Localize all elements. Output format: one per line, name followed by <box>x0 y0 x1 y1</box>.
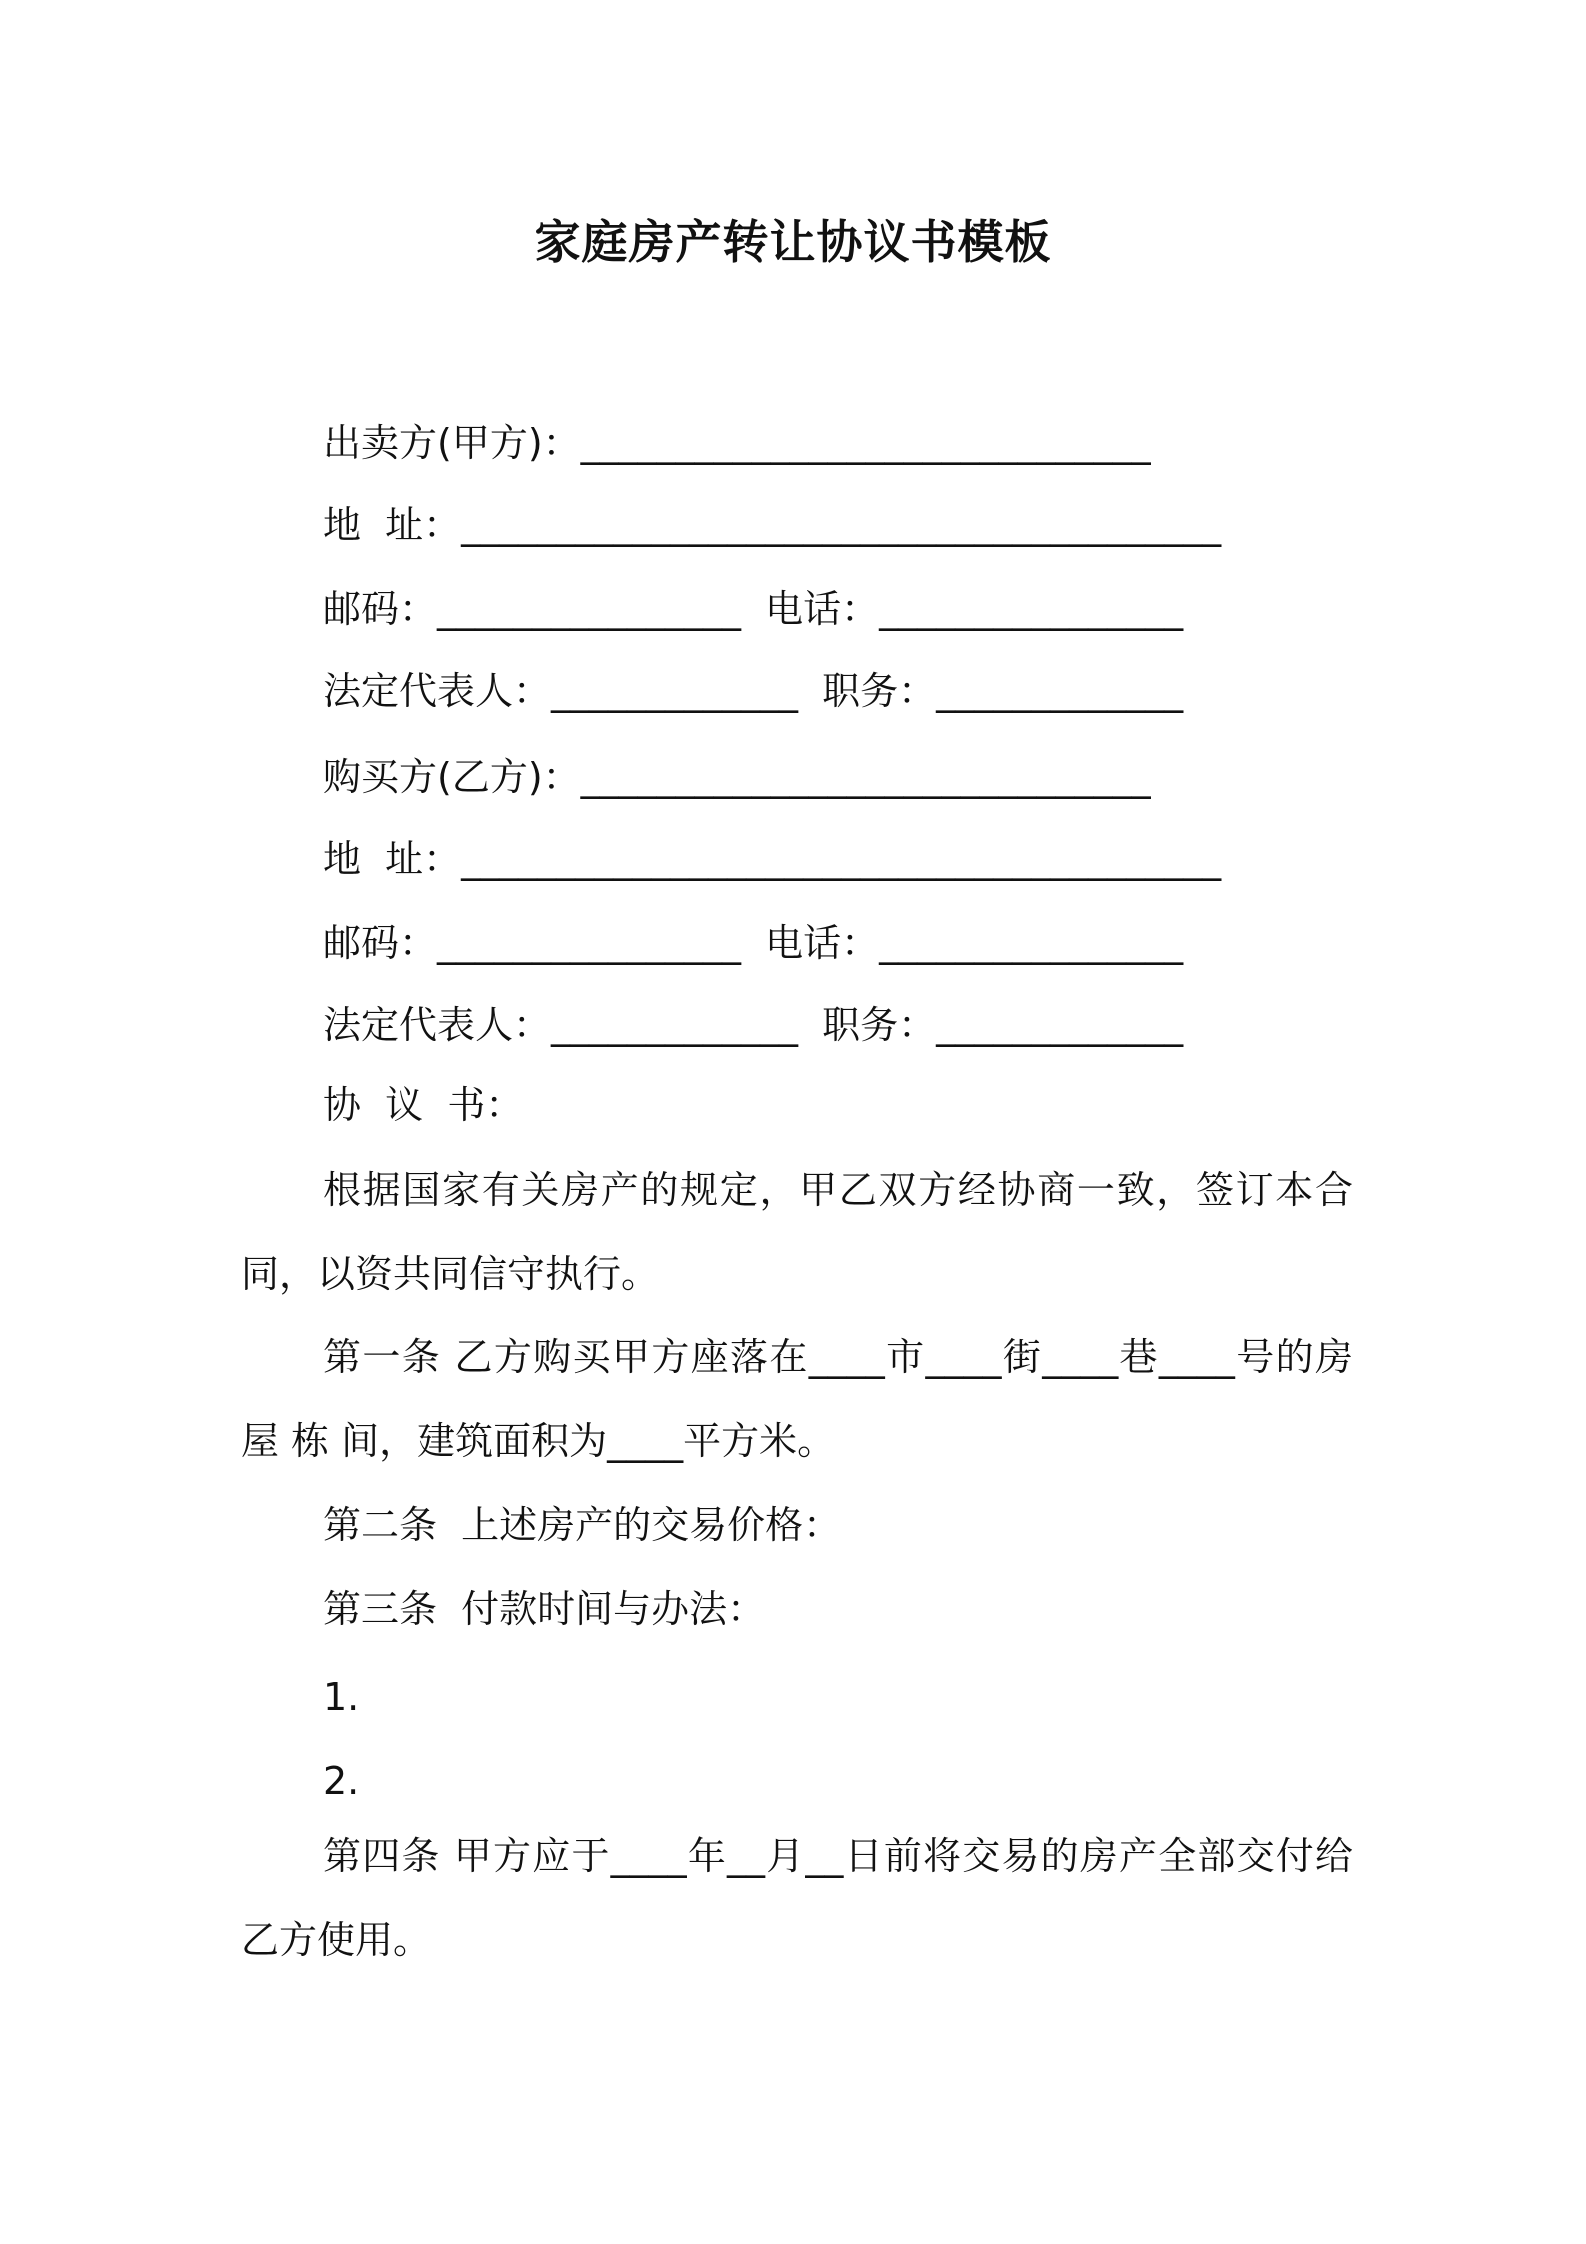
buyer-representative-line: 法定代表人：_____________ 职务：_____________ <box>323 1003 1184 1047</box>
article-1: 第一条 乙方购买甲方座落在____市____街____巷____号的房屋 栋 间，建筑面积为____平方米。 <box>241 1335 1353 1463</box>
intro-paragraph: 根据国家有关房产的规定，甲乙双方经协商一致，签订本合同，以资共同信守执行。 <box>241 1168 1353 1296</box>
buyer-address-line: 地 址：________________________________________ <box>323 837 1222 881</box>
seller-line: 出卖方(甲方)：______________________________ <box>323 421 1151 465</box>
seller-address-line: 地 址：________________________________________ <box>323 503 1222 547</box>
buyer-zip-phone-line: 邮码：________________ 电话：________________ <box>323 921 1184 965</box>
article-2: 第二条 上述房产的交易价格： <box>323 1503 842 1547</box>
list-item-1: 1. <box>323 1675 360 1719</box>
article-4: 第四条 甲方应于____年__月__日前将交易的房产全部交付给乙方使用。 <box>241 1834 1353 1962</box>
article-3: 第三条 付款时间与办法： <box>323 1587 766 1631</box>
seller-representative-line: 法定代表人：_____________ 职务：_____________ <box>323 669 1184 713</box>
buyer-line: 购买方(乙方)：______________________________ <box>323 755 1151 799</box>
document-title: 家庭房产转让协议书模板 <box>534 215 1052 269</box>
agreement-heading: 协 议 书： <box>323 1083 524 1127</box>
seller-zip-phone-line: 邮码：________________ 电话：________________ <box>323 587 1184 631</box>
list-item-2: 2. <box>323 1759 360 1803</box>
